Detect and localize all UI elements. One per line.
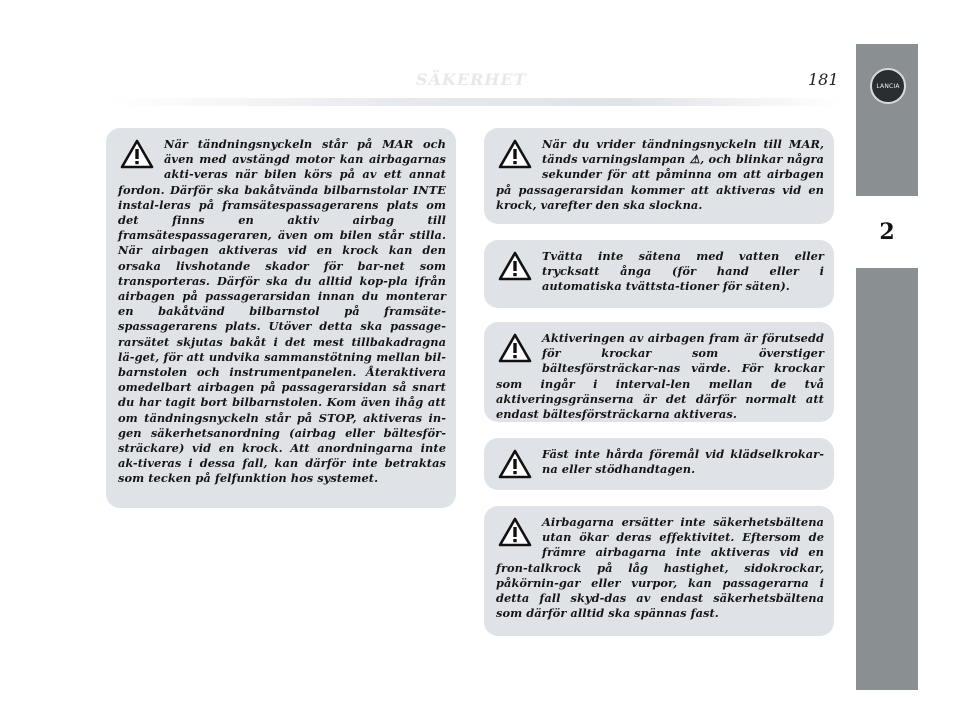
warning-text: Airbagarna ersätter inte säkerhetsbältena utan ökar deras effektivitet. Eftersom de främre airbagarna inte aktiveras vid en fron-talkrock på låg hastighet, sidokrockar, påkörnin-gar eller vurpor, kan passagerarna i detta fall skyd-das av endast säkerhetsbältena som därför alltid ska spännas fast. xyxy=(496,515,824,621)
warning-triangle-icon xyxy=(498,251,532,281)
page-header-title: SÄKERHET xyxy=(416,70,527,89)
warning-text: När du vrider tändningsnyckeln till MAR, tänds varningslampan ⚠, och blinkar några sekunder för att påminna om att airbagen på passagerarsidan kommer att aktiveras vid en krock, varefter den ska slockna. xyxy=(496,137,824,212)
warning-box-warning-lamp xyxy=(484,128,834,224)
warning-text: Aktiveringen av airbagen fram är förutsedd för krockar som överstiger bältesförsträckar-nas värde. För krockar som ingår i interval-len mellan de två aktiveringsgränserna är det därför normalt att endast bältesförsträckarna aktiveras. xyxy=(496,331,824,422)
warning-text: Tvätta inte sätena med vatten eller trycksatt ånga (för hand eller i automatiska tvättsta-tioner för säten). xyxy=(542,249,824,294)
warning-text: Fäst inte hårda föremål vid klädselkrokar-na eller stödhandtagen. xyxy=(542,447,824,477)
warning-box-airbag-activation xyxy=(484,322,834,422)
warning-triangle-icon xyxy=(498,517,532,547)
chapter-number: 2 xyxy=(879,219,895,245)
chapter-tab xyxy=(856,196,918,268)
warning-box-hooks xyxy=(484,438,834,490)
page-number: 181 xyxy=(808,70,839,89)
chapter-sidebar xyxy=(856,44,918,690)
warning-triangle-icon xyxy=(120,139,154,169)
warning-triangle-icon xyxy=(498,139,532,169)
warning-text: När tändningsnyckeln står på MAR och även med avstängd motor kan airbagarnas akti-veras när bilen körs på av ett annat fordon. Därför ska bakåtvända bilbarnstolar INTE instal-leras på framsätespassagerarens plats om det finns en aktiv airbag till framsätespassageraren, även om bilen står stilla. När airbagen aktiveras vid en krock kan den orsaka livshotande skador för bar-net som transporteras. Därför ska du alltid kop-pla ifrån airbagen på passagerarsidan innan du monterar en bakåtvänd bilbarnstol på framsäte-spassagerarens plats. Utöver detta ska passage-rarsätet skjutas bakåt i det mest tillbakadragna lä-get, för att undvika sammanstötning mellan bil-barnstolen och instrumentpanelen. Återaktivera omedelbart airbagen på passagerarsidan så snart du har tagit bort bilbarnstolen. Kom även ihåg att om tändningsnyckeln står på STOP, aktiveras in-gen säkerhetsanordning (airbag eller bältesför-sträckare) vid en krock. Att anordningarna inte ak-tiveras i dessa fall, kan därför inte betraktas som tecken på felfunktion hos systemet. xyxy=(118,137,446,486)
logo-text: LANCIA xyxy=(876,82,900,90)
warning-triangle-icon xyxy=(498,449,532,479)
warning-box-seat-washing xyxy=(484,240,834,308)
warning-box-seat-belts xyxy=(484,506,834,636)
header-rule xyxy=(106,98,844,106)
warning-triangle-icon xyxy=(498,333,532,363)
lancia-logo xyxy=(870,68,906,104)
warning-box-airbag-child-seat xyxy=(106,128,456,508)
